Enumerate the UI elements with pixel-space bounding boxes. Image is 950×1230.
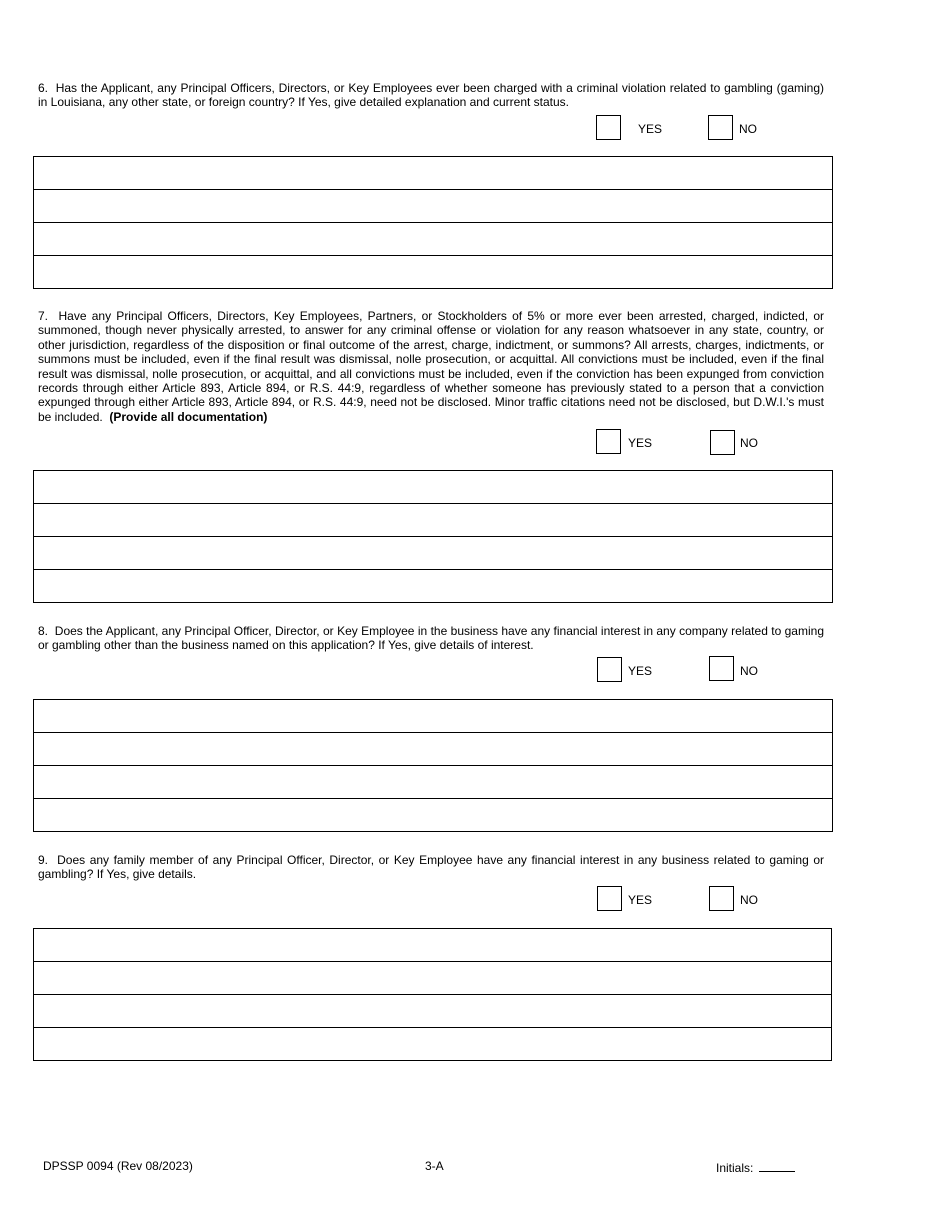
question-8-body: Does the Applicant, any Principal Officer, Director, or Key Employee in the business have any financial interest in any company related to gaming or gambling other than the business named on this application? If Yes, give details of interest. — [38, 624, 824, 653]
question-7-body: Have any Principal Officers, Directors, Key Employees, Partners, or Stockholders of 5% or more ever been arrested, charged, indicted, or summoned, though never physically arrested, to answer for any criminal offense or violation for any reason whatsoever in any state, country, or other jurisdiction, regardless of the disposition or final outcome of the arrest, charge, indictment, or summons? All arrests, charges, indictments, or summons must be included, even if the final result was dismissal, nolle prosecution, or acquittal. All convictions must be included, even if the final result was dismissal, nolle prosecution, or acquittal, and all convictions must be included, even if the conviction has been expunged from conviction records through either Article 893, Article 894, or R.S. 44:9, regardless of whether someone has previously stated to a person that a conviction expunged through either Article 893, Article 894, or R.S. 44:9, need not be disclosed. Minor traffic citations need not be disclosed, but D.W.I.'s must be included. — [38, 309, 824, 424]
question-7-answer-line-1[interactable] — [34, 471, 833, 504]
footer-initials — [716, 1159, 795, 1175]
question-9-answer-line-4[interactable] — [34, 1028, 832, 1061]
question-9-body: Does any family member of any Principal Officer, Director, or Key Employee have any financial interest in any business related to gaming or gambling? If Yes, give details. — [38, 853, 824, 882]
question-8-answer-table — [33, 699, 833, 832]
question-6-no-label: NO — [739, 122, 757, 136]
question-8-yes-checkbox[interactable] — [597, 657, 622, 682]
question-9-answer-line-1[interactable] — [34, 929, 832, 962]
footer-form-id: DPSSP 0094 (Rev 08/2023) — [43, 1159, 193, 1173]
question-9-yes-label: YES — [628, 893, 653, 907]
question-9-answer-line-2[interactable] — [34, 962, 832, 995]
question-7-bold-note: (Provide all documentation) — [109, 409, 268, 424]
footer-initials-field[interactable] — [759, 1159, 795, 1172]
question-7-yes-label: YES — [628, 436, 653, 450]
question-8-answer-line-2[interactable] — [34, 733, 833, 766]
footer-page-number: 3-A — [425, 1159, 444, 1173]
question-7-answer-line-2[interactable] — [34, 504, 833, 537]
question-8-answer-line-3[interactable] — [34, 766, 833, 799]
question-6-answer-line-2[interactable] — [34, 190, 833, 223]
question-9-answer-line-3[interactable] — [34, 995, 832, 1028]
question-7-yes-checkbox[interactable] — [596, 429, 621, 454]
question-6-no-checkbox[interactable] — [708, 115, 733, 140]
question-7-answer-line-3[interactable] — [34, 537, 833, 570]
question-7-answer-line-4[interactable] — [34, 570, 833, 603]
question-6-answer-line-4[interactable] — [34, 256, 833, 289]
question-6-answer-line-3[interactable] — [34, 223, 833, 256]
question-9-answer-table — [33, 928, 832, 1061]
question-7-no-checkbox[interactable] — [710, 430, 735, 455]
question-7-answer-table — [33, 470, 833, 603]
question-9-no-checkbox[interactable] — [709, 886, 734, 911]
question-6-answer-line-1[interactable] — [34, 157, 833, 190]
footer-initials-label: Initials: — [716, 1161, 754, 1175]
question-7-text — [38, 309, 824, 424]
question-9-number: 9. — [38, 853, 49, 867]
question-8-no-checkbox[interactable] — [709, 656, 734, 681]
question-9-yes-checkbox[interactable] — [597, 886, 622, 911]
question-7-no-label: NO — [740, 436, 758, 450]
question-6-yes-label: YES — [638, 122, 663, 136]
question-9-text — [38, 853, 824, 882]
question-6-yes-checkbox[interactable] — [596, 115, 621, 140]
question-7-number: 7. — [38, 309, 49, 323]
question-8-number: 8. — [38, 624, 49, 638]
question-6-body: Has the Applicant, any Principal Officers, Directors, or Key Employees ever been charged with a criminal violation related to gambling (gaming) in Louisiana, any other state, or foreign country? If Yes, give detailed explanation and current status. — [38, 81, 824, 110]
question-8-answer-line-4[interactable] — [34, 799, 833, 832]
question-6-answer-table — [33, 156, 833, 289]
question-9-no-label: NO — [740, 893, 758, 907]
question-8-no-label: NO — [740, 664, 758, 678]
question-8-answer-line-1[interactable] — [34, 700, 833, 733]
question-8-yes-label: YES — [628, 664, 653, 678]
question-6-number: 6. — [38, 81, 49, 95]
question-8-text — [38, 624, 824, 653]
question-6-text — [38, 81, 824, 110]
